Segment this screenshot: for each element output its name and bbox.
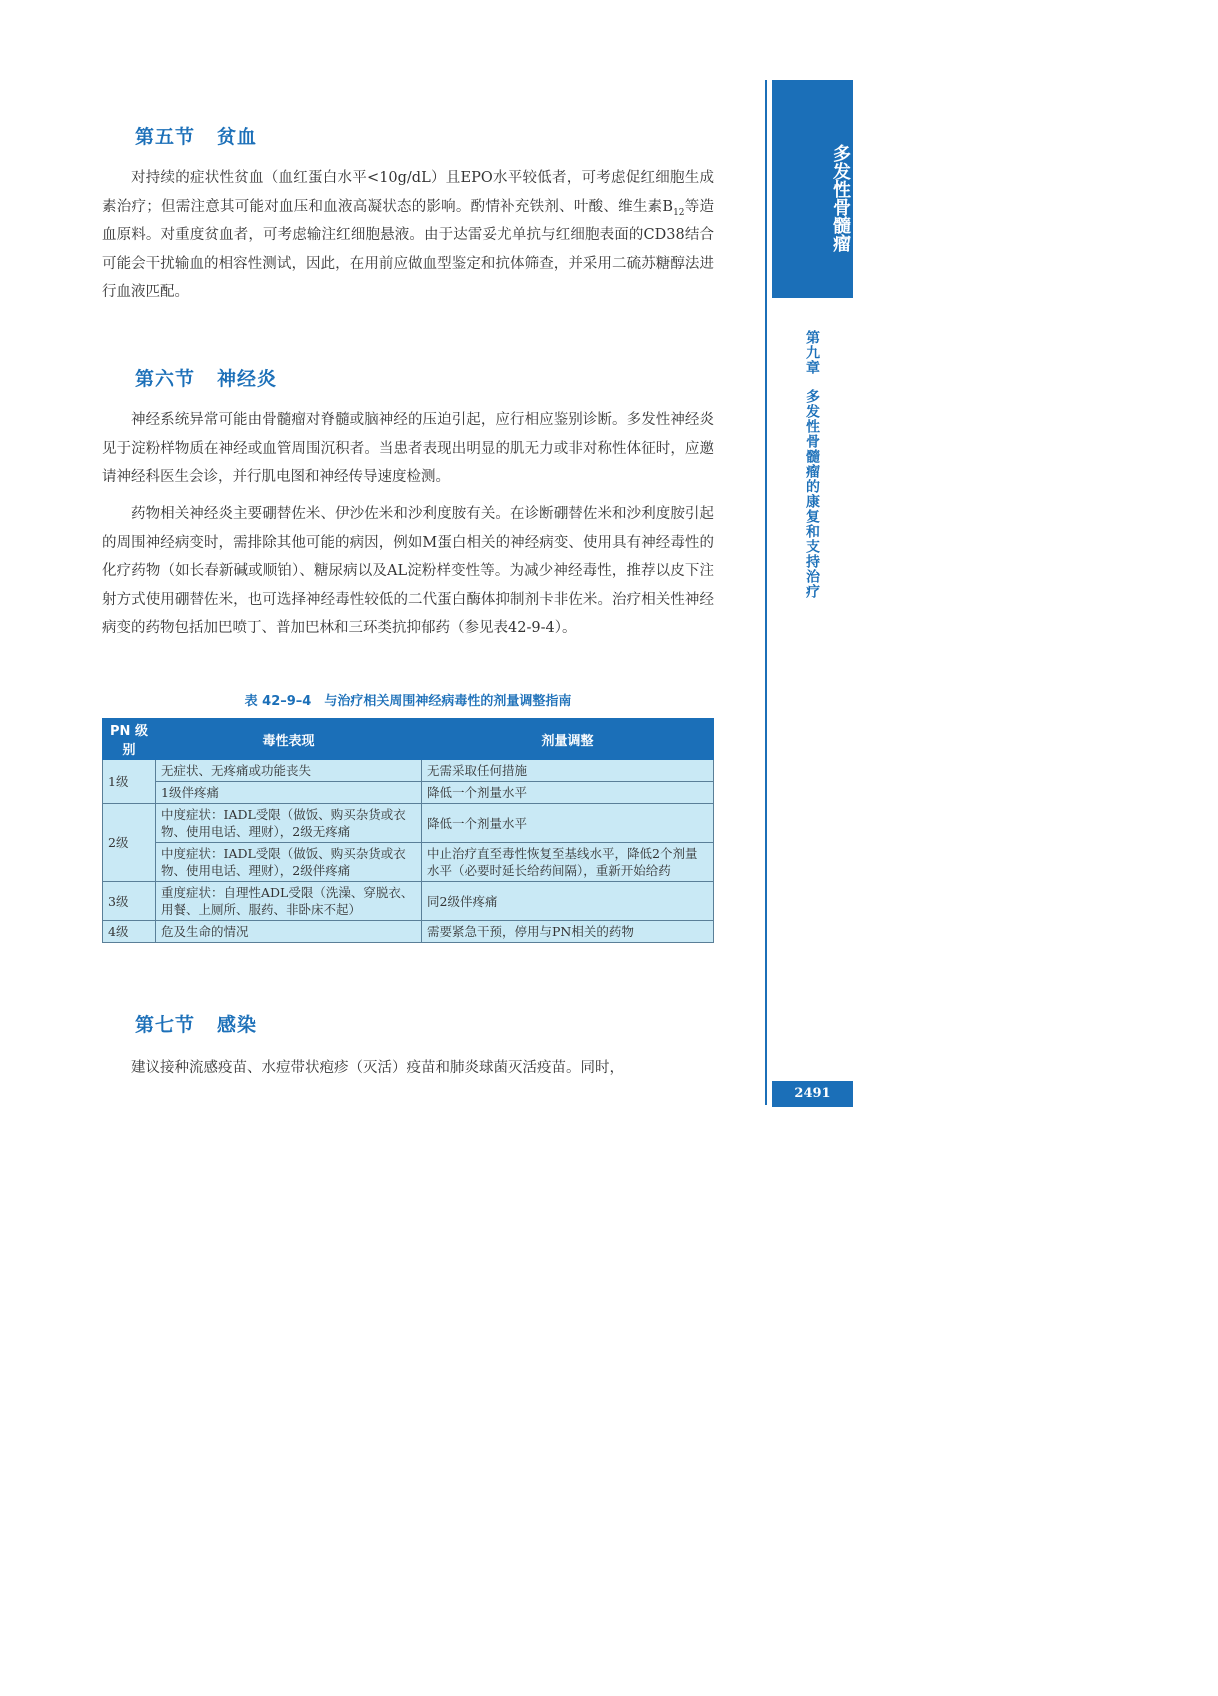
table-row: [103, 843, 714, 882]
table-caption: 表 42–9–4 与治疗相关周围神经病毒性的剂量调整指南: [244, 694, 572, 709]
table-header-row: [103, 719, 714, 760]
chapter-label: [796, 330, 822, 599]
table-row: [103, 921, 714, 943]
paragraph-text: 对持续的症状性贫血（血红蛋白水平<10g/dL）且EPO水平较低者，可考虑促红细胞生成素治疗；但需注意其可能对血压和血液高凝状态的影响。酌情补充铁剂、叶酸、维生素B: [102, 170, 714, 215]
adjustment-cell: 降低一个剂量水平: [422, 804, 714, 843]
margin-rule: [765, 80, 767, 1105]
adjustment-cell: 中止治疗直至毒性恢复至基线水平，降低2个剂量水平（必要时延长给药间隔），重新开始给药: [422, 843, 714, 882]
table-row: [103, 782, 714, 804]
adjustment-cell: 需要紧急干预，停用与PN相关的药物: [422, 921, 714, 943]
toxicity-cell: 危及生命的情况: [156, 921, 422, 943]
toxicity-cell: 重度症状：自理性ADL受限（洗澡、穿脱衣、用餐、上厕所、服药、非卧床不起）: [156, 882, 422, 921]
toxicity-cell: 1级伴疼痛: [156, 782, 422, 804]
section-name: 贫血: [217, 126, 258, 148]
book-title: 多发性骨髓瘤: [830, 144, 851, 252]
subscript: 12: [673, 207, 685, 218]
table-row: [103, 882, 714, 921]
grade-cell: 1级: [103, 760, 156, 804]
grade-cell: 4级: [103, 921, 156, 943]
paragraph-infection: 建议接种流感疫苗、水痘带状疱疹（灭活）疫苗和肺炎球菌灭活疫苗。同时，: [131, 1060, 624, 1076]
adjustment-cell: 降低一个剂量水平: [422, 782, 714, 804]
toxicity-cell: 无症状、无疼痛或功能丧失: [156, 760, 422, 782]
section-title-anemia: [135, 122, 279, 149]
paragraph-neuritis-1: 神经系统异常可能由骨髓瘤对脊髓或脑神经的压迫引起，应行相应鉴别诊断。多发性神经炎见于淀粉样物质在神经或血管周围沉积者。当患者表现出明显的肌无力或非对称性体征时，应邀请神经科医生会诊，并行肌电图和神经传导速度检测。: [102, 412, 714, 485]
paragraph-anemia: [102, 164, 714, 307]
paragraph-text: 等造血原料。对重度贫血者，可考虑输注红细胞悬液。由于达雷妥尤单抗与红细胞表面的CD38结合可能会干扰输血的相容性测试，因此，在用前应做血型鉴定和抗体筛查，并采用二硫苏糖醇法进行血液匹配。: [102, 198, 715, 300]
dose-adjustment-table: [102, 718, 714, 943]
toxicity-cell: 中度症状：IADL受限（做饭、购买杂货或衣物、使用电话、理财），2级伴疼痛: [156, 843, 422, 882]
grade-cell: 3级: [103, 882, 156, 921]
section-name: 感染: [217, 1014, 258, 1036]
section-number: 第六节: [135, 368, 196, 390]
header-grade: PN 级别: [103, 719, 156, 760]
header-toxicity: 毒性表现: [156, 719, 422, 760]
chapter-title: 多发性骨髓瘤的康复和支持治疗: [804, 389, 820, 599]
section-name: 神经炎: [217, 368, 278, 390]
section-number: 第五节: [135, 126, 196, 148]
chapter-number: 第九章: [804, 330, 820, 375]
adjustment-cell: 同2级伴疼痛: [422, 882, 714, 921]
toxicity-cell: 中度症状：IADL受限（做饭、购买杂货或衣物、使用电话、理财），2级无疼痛: [156, 804, 422, 843]
table-row: [103, 804, 714, 843]
grade-cell: 2级: [103, 804, 156, 882]
section-title-infection: [135, 1010, 279, 1037]
section-title-neuritis: [135, 364, 299, 391]
book-title-tab: [772, 80, 853, 298]
page-number: 2491: [772, 1081, 853, 1107]
adjustment-cell: 无需采取任何措施: [422, 760, 714, 782]
section-number: 第七节: [135, 1014, 196, 1036]
paragraph-neuritis-2: 药物相关神经炎主要硼替佐米、伊沙佐米和沙利度胺有关。在诊断硼替佐米和沙利度胺引起的周围神经病变时，需排除其他可能的病因，例如M蛋白相关的神经病变、使用具有神经毒性的化疗药物（如长春新碱或顺铂）、糖尿病以及AL淀粉样变性等。为减少神经毒性，推荐以皮下注射方式使用硼替佐米，也可选择神经毒性较低的二代蛋白酶体抑制剂卡非佐米。治疗相关性神经病变的药物包括加巴喷丁、普加巴林和三环类抗抑郁药（参见表42-9-4）。: [102, 506, 714, 636]
table-row: [103, 760, 714, 782]
header-adjustment: 剂量调整: [422, 719, 714, 760]
